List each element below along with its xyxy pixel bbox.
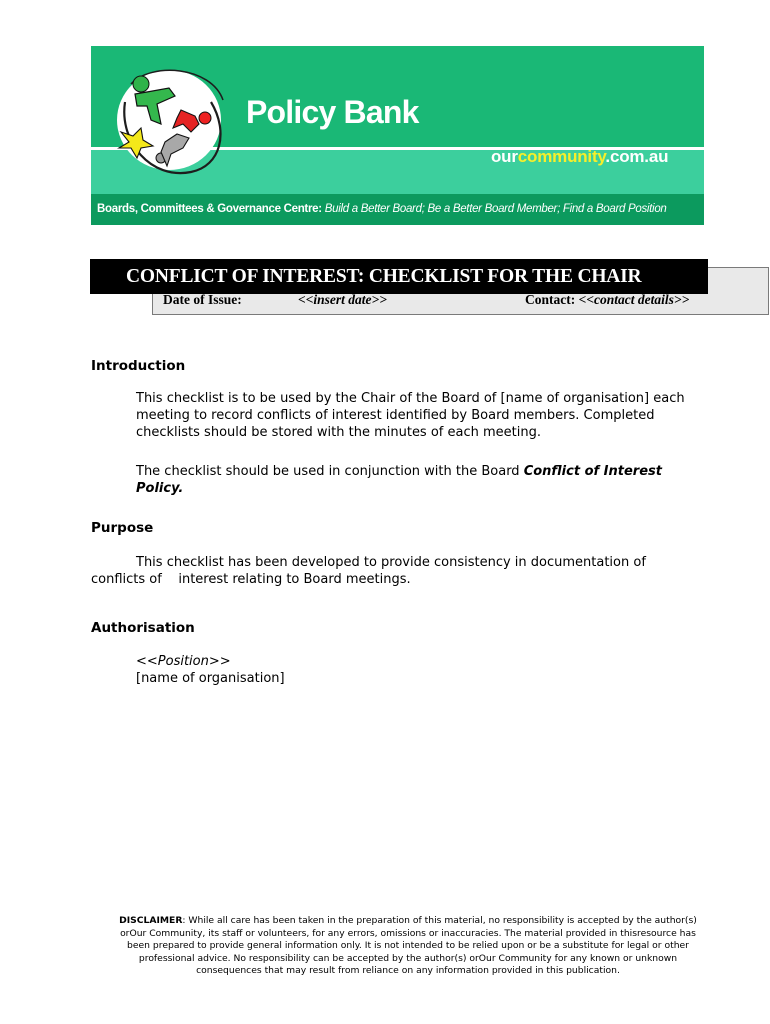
introduction-paragraph-2 [136,463,662,497]
document-title: CONFLICT OF INTEREST: CHECKLIST FOR THE CHAIR [90,259,708,294]
disclaimer-label: DISCLAIMER [119,915,183,926]
contact-label: Contact: [525,292,576,307]
disclaimer-line: professional advice. No responsibility can be accepted by the author(s) orOur Community for any known or unknown [138,952,678,964]
brand-url[interactable] [491,147,668,167]
purpose-line-1: This checklist has been developed to provide consistency in documentation of [136,555,646,570]
contact-value: <<contact details>> [578,292,690,307]
intro-para2-text: The checklist should be used in conjunction with the Board [136,464,520,479]
intro-line: checklists should be stored with the minutes of each meeting. [136,425,541,440]
purpose-heading: Purpose [91,520,154,536]
footer-tagline: Build a Better Board; Be a Better Board Member; Find a Board Position [324,203,667,215]
disclaimer-line: been prepared to provide general information only. It is not intended to be relied upon or be a substitute for legal or other [127,940,689,951]
url-suffix: .com.au [605,147,669,166]
disclaimer-line: : While all care has been taken in the preparation of this material, no responsibility is accepted by the author(s) [182,915,697,926]
introduction-paragraph [136,390,685,441]
banner-footer [91,194,704,225]
policy-bank-banner [91,46,704,225]
ourcommunity-people-logo-icon [111,62,241,184]
introduction-heading: Introduction [91,358,186,374]
footer-label: Boards, Committees & Governance Centre: [97,203,322,215]
disclaimer-line: consequences that may result from reliance on any information provided in this publication. [196,965,620,976]
disclaimer-line: orOur Community, its staff or volunteers, for any errors, omissions or inaccuracies. The material provided in thisresource has [120,927,696,939]
url-highlight: community [517,147,606,166]
intro-line: meeting to record conflicts of interest identified by Board members. Completed [136,408,655,423]
purpose-line-2: conflicts of interest relating to Board meetings. [91,572,411,587]
authorisation-position: <<Position>> [136,654,231,669]
policy-reference-cont: Policy. [136,481,184,496]
date-label: Date of Issue: [163,292,242,307]
intro-line: This checklist is to be used by the Chair of the Board of [name of organisation] each [136,391,685,406]
brand-title: Policy Bank [246,94,419,130]
date-value: <<insert date>> [298,292,387,307]
contact-info [525,292,689,308]
disclaimer [88,915,728,978]
authorisation-heading: Authorisation [91,620,195,636]
url-prefix: our [491,147,518,166]
policy-reference: Conflict of Interest [523,464,662,479]
authorisation-organisation: [name of organisation] [136,671,285,686]
